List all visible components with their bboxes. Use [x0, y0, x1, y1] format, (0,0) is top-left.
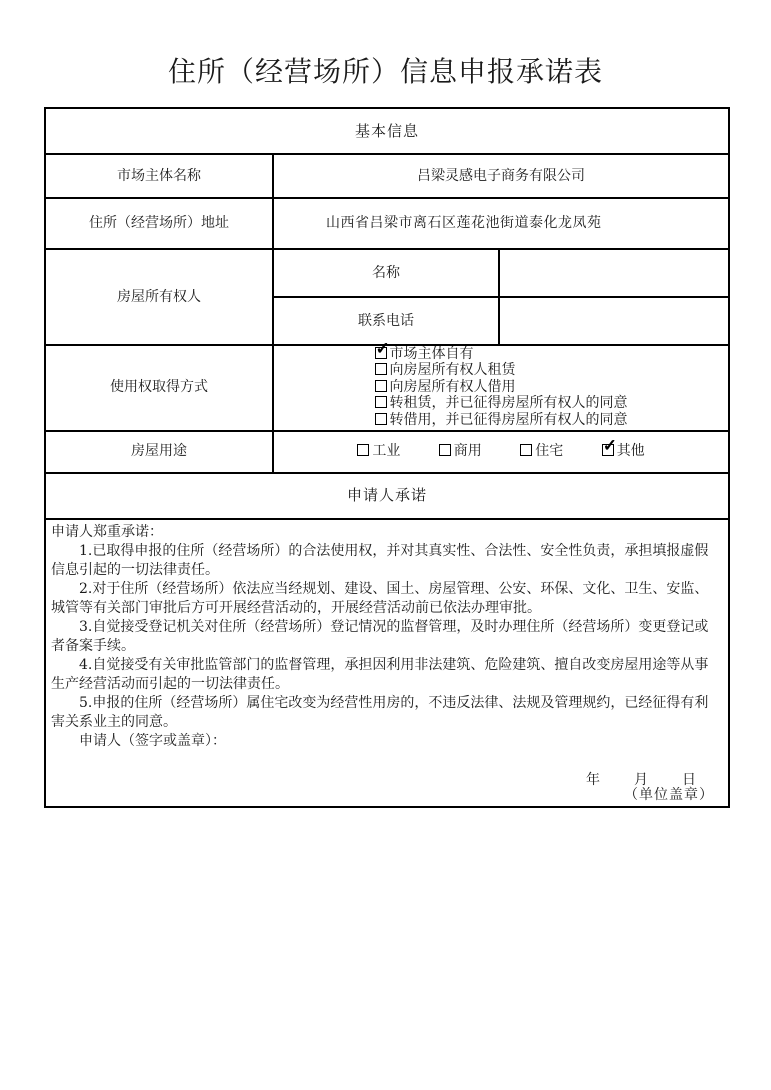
- entity-name-value: 吕梁灵感电子商务有限公司: [273, 154, 729, 198]
- commitment-paragraph: 申请人（签字或盖章）：: [79, 732, 226, 749]
- checkbox-option-label: 转借用，并已征得房屋所有权人的同意: [389, 411, 628, 428]
- basic-info-section-header: 基本信息: [45, 108, 729, 154]
- commitment-paragraph: 3.自觉接受登记机关对住所（经营场所）登记情况的监督管理，及时办理住所（经营场所）变更登记或者备案手续。: [51, 618, 709, 654]
- table-row: [45, 108, 729, 154]
- entity-name-label: 市场主体名称: [45, 154, 273, 198]
- checkbox-option: [375, 395, 628, 411]
- checkbox-option: [520, 443, 563, 459]
- checkbox-icon[interactable]: [375, 347, 387, 359]
- owner-phone-label: 联系电话: [273, 297, 499, 345]
- checkbox-icon[interactable]: [375, 380, 387, 392]
- table-row: [45, 249, 729, 297]
- commitment-section-header: 申请人承诺: [45, 473, 729, 519]
- checkbox-icon[interactable]: [375, 413, 387, 425]
- declaration-form-table: [44, 107, 730, 808]
- table-row: [45, 473, 729, 519]
- checkbox-icon[interactable]: [602, 444, 614, 456]
- usage-rights-label: 使用权取得方式: [45, 345, 273, 431]
- checkbox-option-label: 工业: [372, 443, 401, 460]
- owner-phone-value-field[interactable]: [499, 297, 729, 345]
- commitment-cell: [45, 519, 729, 807]
- date-line: 年 月 日: [586, 771, 699, 788]
- table-row: [45, 431, 729, 473]
- checkbox-option: [357, 443, 400, 459]
- commitment-paragraph: 5.申报的住所（经营场所）属住宅改变为经营性用房的，不违反法律、法规及管理规约，已经征得有利害关系业主的同意。: [51, 694, 709, 730]
- checkbox-option-label: 其他: [616, 443, 645, 460]
- commitment-paragraph: 2.对于住所（经营场所）依法应当经规划、建设、国土、房屋管理、公安、环保、文化、卫生、安监、城管等有关部门审批后方可开展经营活动的，开展经营活动前已依法办理审批。: [51, 580, 709, 616]
- commitment-paragraph: 申请人郑重承诺：: [51, 523, 163, 540]
- table-row: [45, 198, 729, 249]
- commitment-paragraph: 4.自觉接受有关审批监管部门的监督管理，承担因利用非法建筑、危险建筑、擅自改变房屋用途等从事生产经营活动而引起的一切法律责任。: [51, 656, 709, 692]
- checkbox-icon[interactable]: [375, 396, 387, 408]
- checkbox-option: [375, 379, 628, 395]
- page-title: 住所（经营场所）信息申报承诺表: [167, 55, 603, 88]
- checkbox-option-label: 市场主体自有: [389, 346, 474, 362]
- address-value: 山西省吕梁市离石区莲花池街道泰化龙凤苑: [273, 198, 729, 249]
- commitment-text: [51, 523, 722, 751]
- table-row: [45, 154, 729, 198]
- checkbox-option-label: 商用: [453, 443, 482, 460]
- table-row: [45, 345, 729, 431]
- seal-line: （单位盖章）: [624, 786, 715, 803]
- house-usage-options-list: [340, 443, 661, 459]
- house-usage-label: 房屋用途: [45, 431, 273, 473]
- table-row: [45, 519, 729, 807]
- checkbox-option-label: 转租赁，并已征得房屋所有权人的同意: [389, 395, 628, 412]
- checkbox-icon[interactable]: [439, 444, 451, 456]
- usage-rights-options-cell: [273, 345, 729, 431]
- checkbox-icon[interactable]: [375, 363, 387, 375]
- address-label: 住所（经营场所）地址: [45, 198, 273, 249]
- owner-name-label: 名称: [273, 249, 499, 297]
- owner-label: 房屋所有权人: [45, 249, 273, 345]
- checkbox-option: [439, 443, 482, 459]
- checkbox-option: [375, 412, 628, 428]
- checkbox-option-label: 向房屋所有权人租赁: [389, 362, 516, 379]
- signature-block: [46, 773, 728, 803]
- usage-rights-options-list: [375, 346, 628, 428]
- house-usage-options-cell: [273, 431, 729, 473]
- checkbox-option-label: 向房屋所有权人借用: [389, 378, 516, 395]
- checkbox-option-label: 住宅: [535, 443, 564, 460]
- checkbox-option: [375, 362, 628, 378]
- checkbox-icon[interactable]: [520, 444, 532, 456]
- owner-name-value-field[interactable]: [499, 249, 729, 297]
- checkbox-option: [602, 443, 645, 459]
- checkbox-option: [375, 346, 628, 362]
- commitment-paragraph: 1.已取得申报的住所（经营场所）的合法使用权，并对其真实性、合法性、安全性负责，承担填报虚假信息引起的一切法律责任。: [51, 542, 709, 578]
- checkbox-icon[interactable]: [357, 444, 369, 456]
